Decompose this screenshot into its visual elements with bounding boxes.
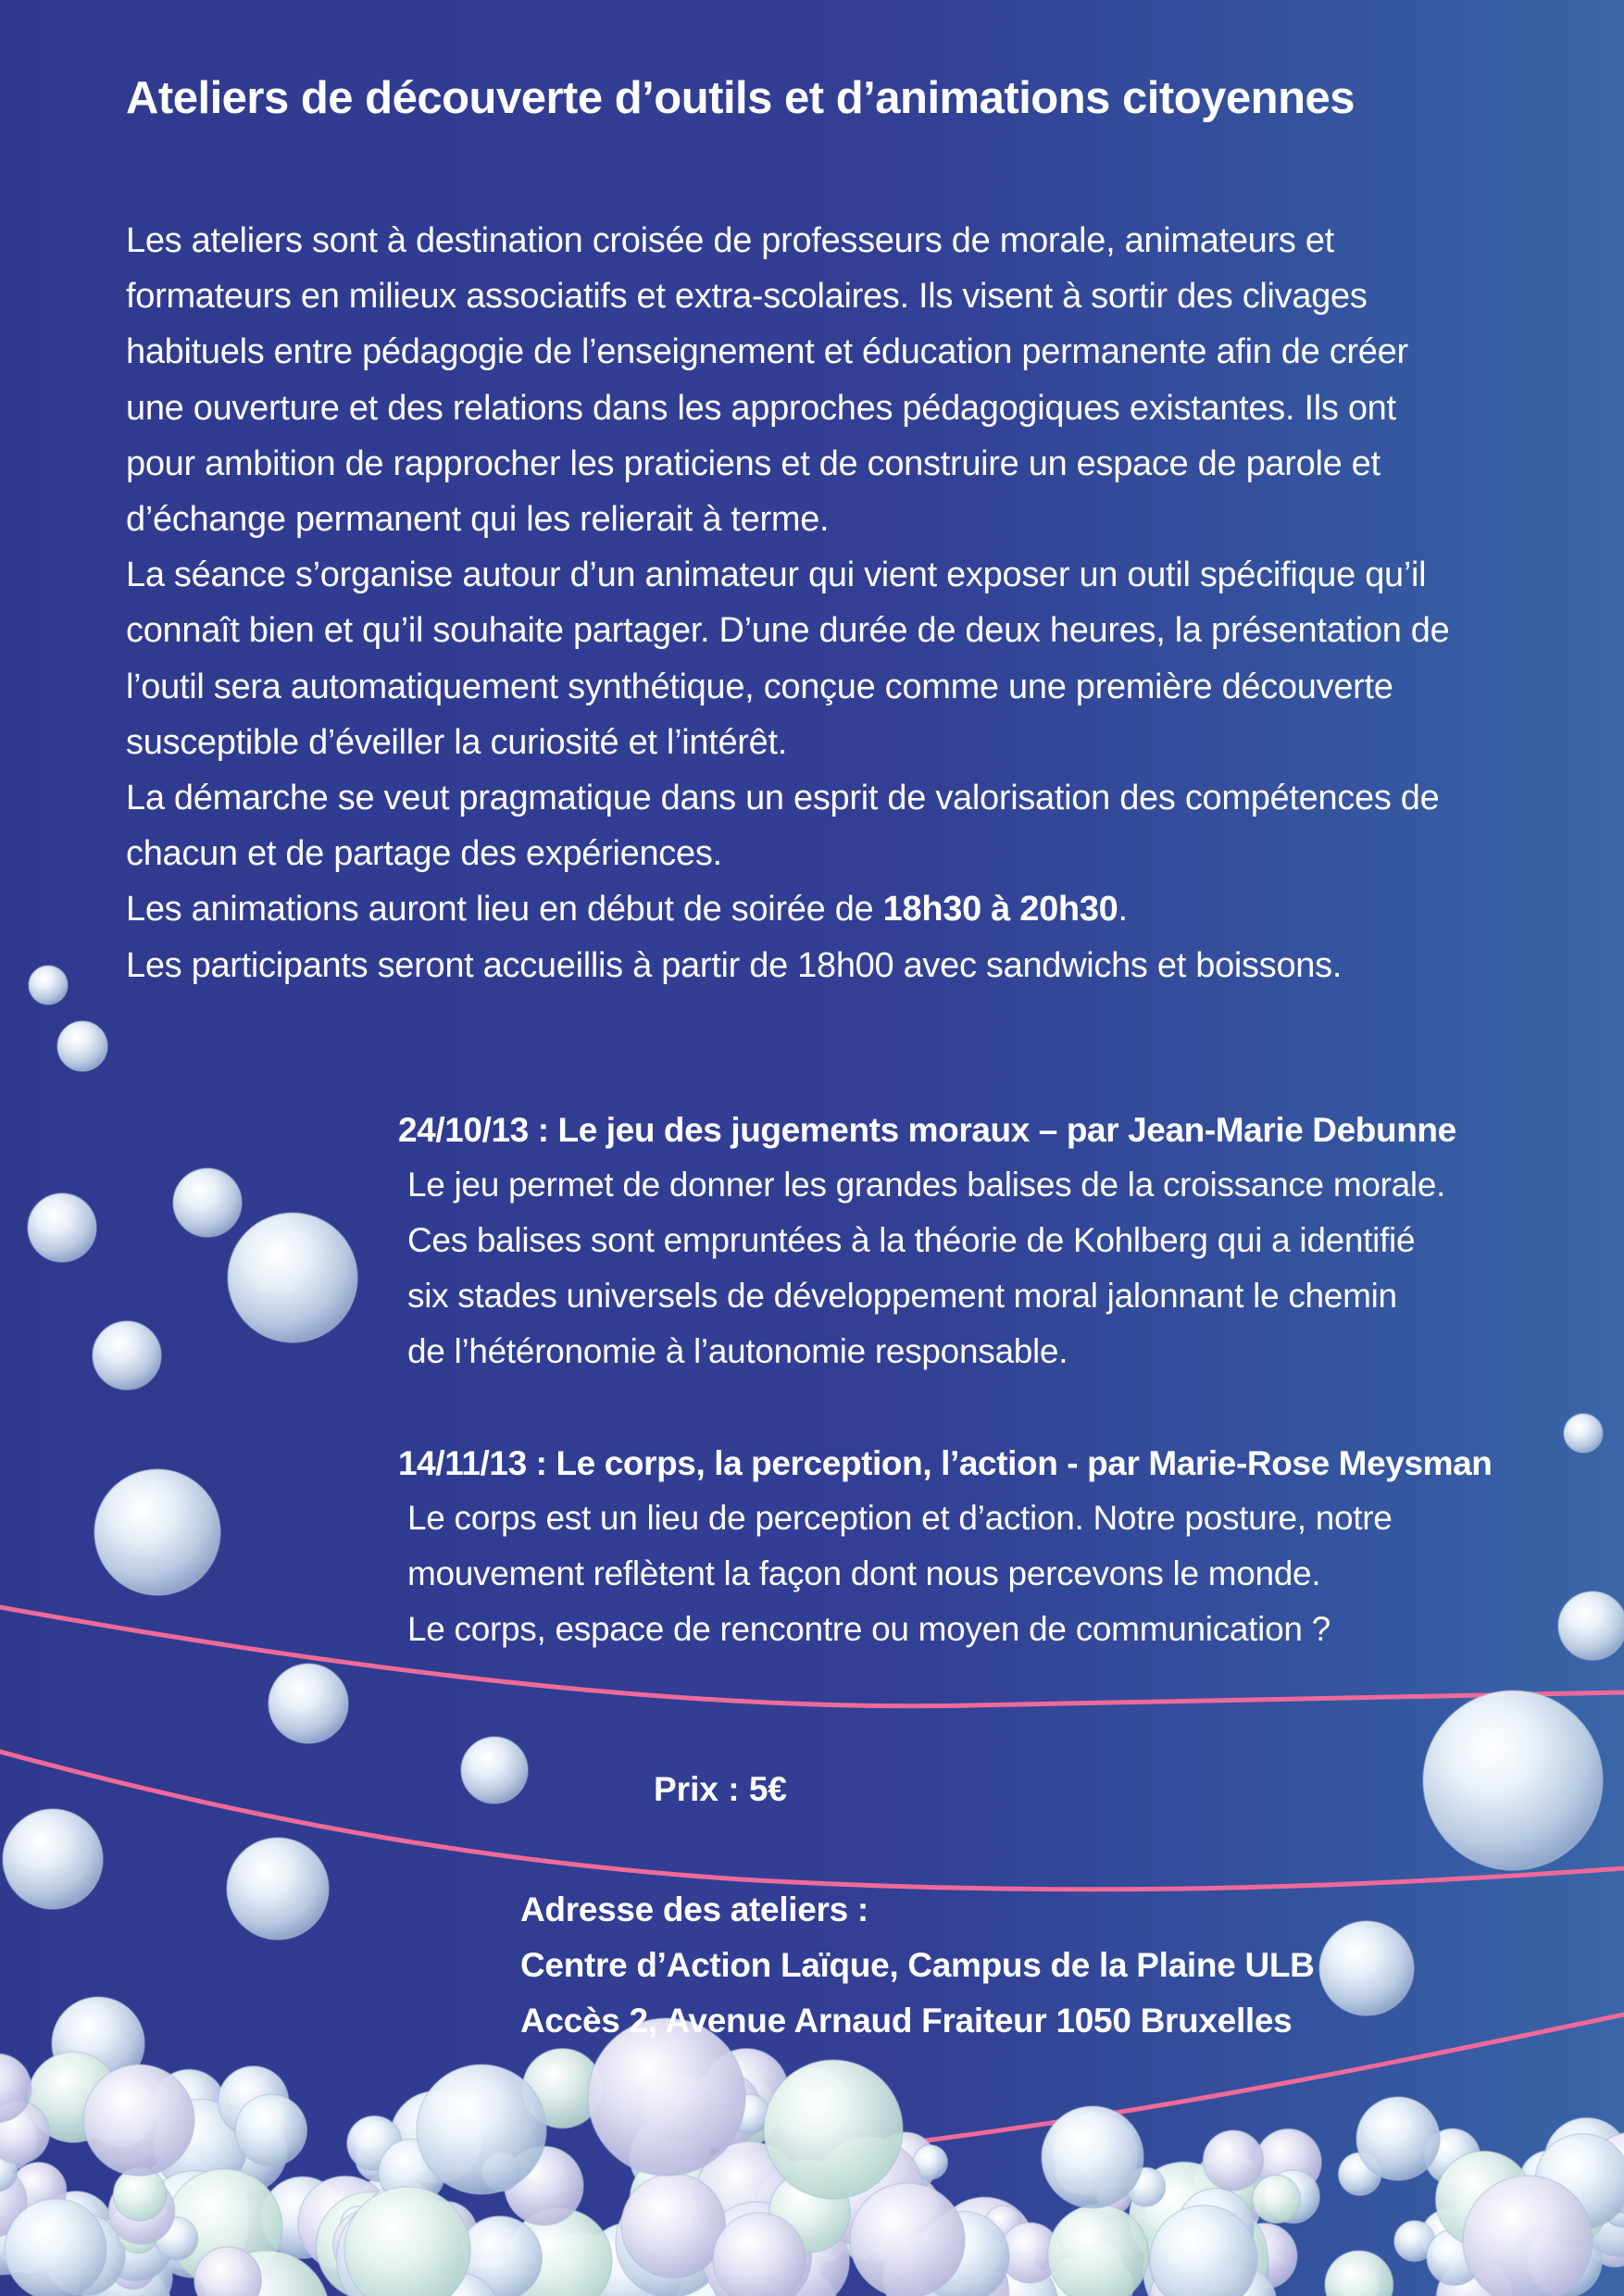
- bubble: [1325, 2251, 1393, 2296]
- intro-line: l’outil sera automatiquement synthétique, conçue comme une première découverte: [126, 667, 1393, 706]
- bubble: [417, 2065, 546, 2194]
- intro-line: une ouverture et des relations dans les approches pédagogiques existantes. Ils ont: [126, 388, 1396, 428]
- session-line: Le corps est un lieu de perception et d’action. Notre posture, notre: [407, 1499, 1393, 1537]
- bubble: [227, 1838, 329, 1940]
- session-line: mouvement reflètent la façon dont nous percevons le monde.: [407, 1554, 1321, 1592]
- intro-line: susceptible d’éveiller la curiosité et l’intérêt.: [126, 722, 787, 762]
- intro-text: [126, 213, 1552, 993]
- address-line-2: Accès 2, Avenue Arnaud Fraiteur 1050 Bruxelles: [520, 2002, 1293, 2040]
- bubble: [1048, 2204, 1149, 2296]
- bubble: [235, 2094, 306, 2165]
- address-block: [520, 1882, 1539, 2049]
- bubble: [1203, 2130, 1263, 2190]
- bubble: [764, 2060, 903, 2199]
- schedule-prefix: Les animations auront lieu en début de soirée de: [126, 890, 883, 930]
- bubble: [228, 1213, 357, 1342]
- intro-line: La séance s’organise autour d’un animateur qui vient exposer un outil spécifique qu’il: [126, 555, 1427, 595]
- schedule-time: 18h30 à 20h30: [882, 890, 1118, 930]
- bubble: [1042, 2106, 1143, 2208]
- bubble: [83, 2065, 194, 2176]
- session-line: six stades universels de développement moral jalonnant le chemin: [407, 1277, 1397, 1315]
- address-line-1: Centre d’Action Laïque, Campus de la Plaine ULB: [520, 1946, 1315, 1984]
- bubble: [850, 2183, 965, 2296]
- session-2: [398, 1437, 1602, 1657]
- address-label: Adresse des ateliers :: [520, 1890, 868, 1928]
- price-label: Prix : 5€: [654, 1770, 787, 1808]
- bubble: [28, 1193, 96, 1262]
- bubble: [29, 966, 68, 1004]
- session-line: de l’hétéronomie à l’autonomie responsable.: [407, 1332, 1068, 1370]
- intro-line: chacun et de partage des expériences.: [126, 834, 722, 874]
- bubble: [461, 1737, 528, 1803]
- schedule-line: [126, 881, 1552, 937]
- welcome-line: Les participants seront accueillis à partir de 18h00 avec sandwichs et boissons.: [126, 945, 1343, 985]
- page-title: Ateliers de découverte d’outils et d’animations citoyennes: [126, 73, 1355, 123]
- bubble: [1356, 2097, 1440, 2180]
- session-description: [398, 1491, 1602, 1657]
- schedule-suffix: .: [1118, 890, 1128, 930]
- intro-line: Les ateliers sont à destination croisée de professeurs de morale, animateurs et: [126, 221, 1334, 260]
- session-heading: 14/11/13 : Le corps, la perception, l’action - par Marie-Rose Meysman: [398, 1444, 1493, 1482]
- intro-line: connaît bien et qu’il souhaite partager. D’une durée de deux heures, la présentation de: [126, 611, 1450, 651]
- bubble: [5, 2199, 106, 2296]
- intro-line: formateurs en milieux associatifs et extra-scolaires. Ils visent à sortir des clivages: [126, 277, 1368, 317]
- bubble: [713, 2213, 806, 2296]
- session-line: Ces balises sont empruntées à la théorie de Kohlberg qui a identifié: [407, 1221, 1416, 1259]
- intro-line: pour ambition de rapprocher les praticiens et de construire un espace de parole et: [126, 443, 1380, 483]
- bubble: [269, 1664, 348, 1743]
- bubble: [621, 2174, 726, 2278]
- session-line: Le jeu permet de donner les grandes balises de la croissance morale.: [407, 1166, 1446, 1204]
- intro-line: d’échange permanent qui les relierait à terme.: [126, 500, 830, 540]
- intro-line: habituels entre pédagogie de l’enseignement et éducation permanente afin de créer: [126, 332, 1408, 372]
- bubble: [1463, 2176, 1593, 2296]
- intro-line: La démarche se veut pragmatique dans un esprit de valorisation des compétences de: [126, 779, 1440, 818]
- session-line: Le corps, espace de rencontre ou moyen de communication ?: [407, 1610, 1330, 1648]
- session-heading: 24/10/13 : Le jeu des jugements moraux – par Jean-Marie Debunne: [398, 1111, 1456, 1149]
- bubble: [1423, 1691, 1603, 1870]
- session-description: [398, 1157, 1602, 1379]
- bubble: [57, 1021, 107, 1071]
- bubble: [94, 1469, 220, 1595]
- bubble: [1253, 2175, 1301, 2223]
- bubble: [173, 1168, 242, 1237]
- bubble: [3, 1809, 103, 1909]
- bubble: [93, 1321, 161, 1390]
- session-1: [398, 1104, 1602, 1379]
